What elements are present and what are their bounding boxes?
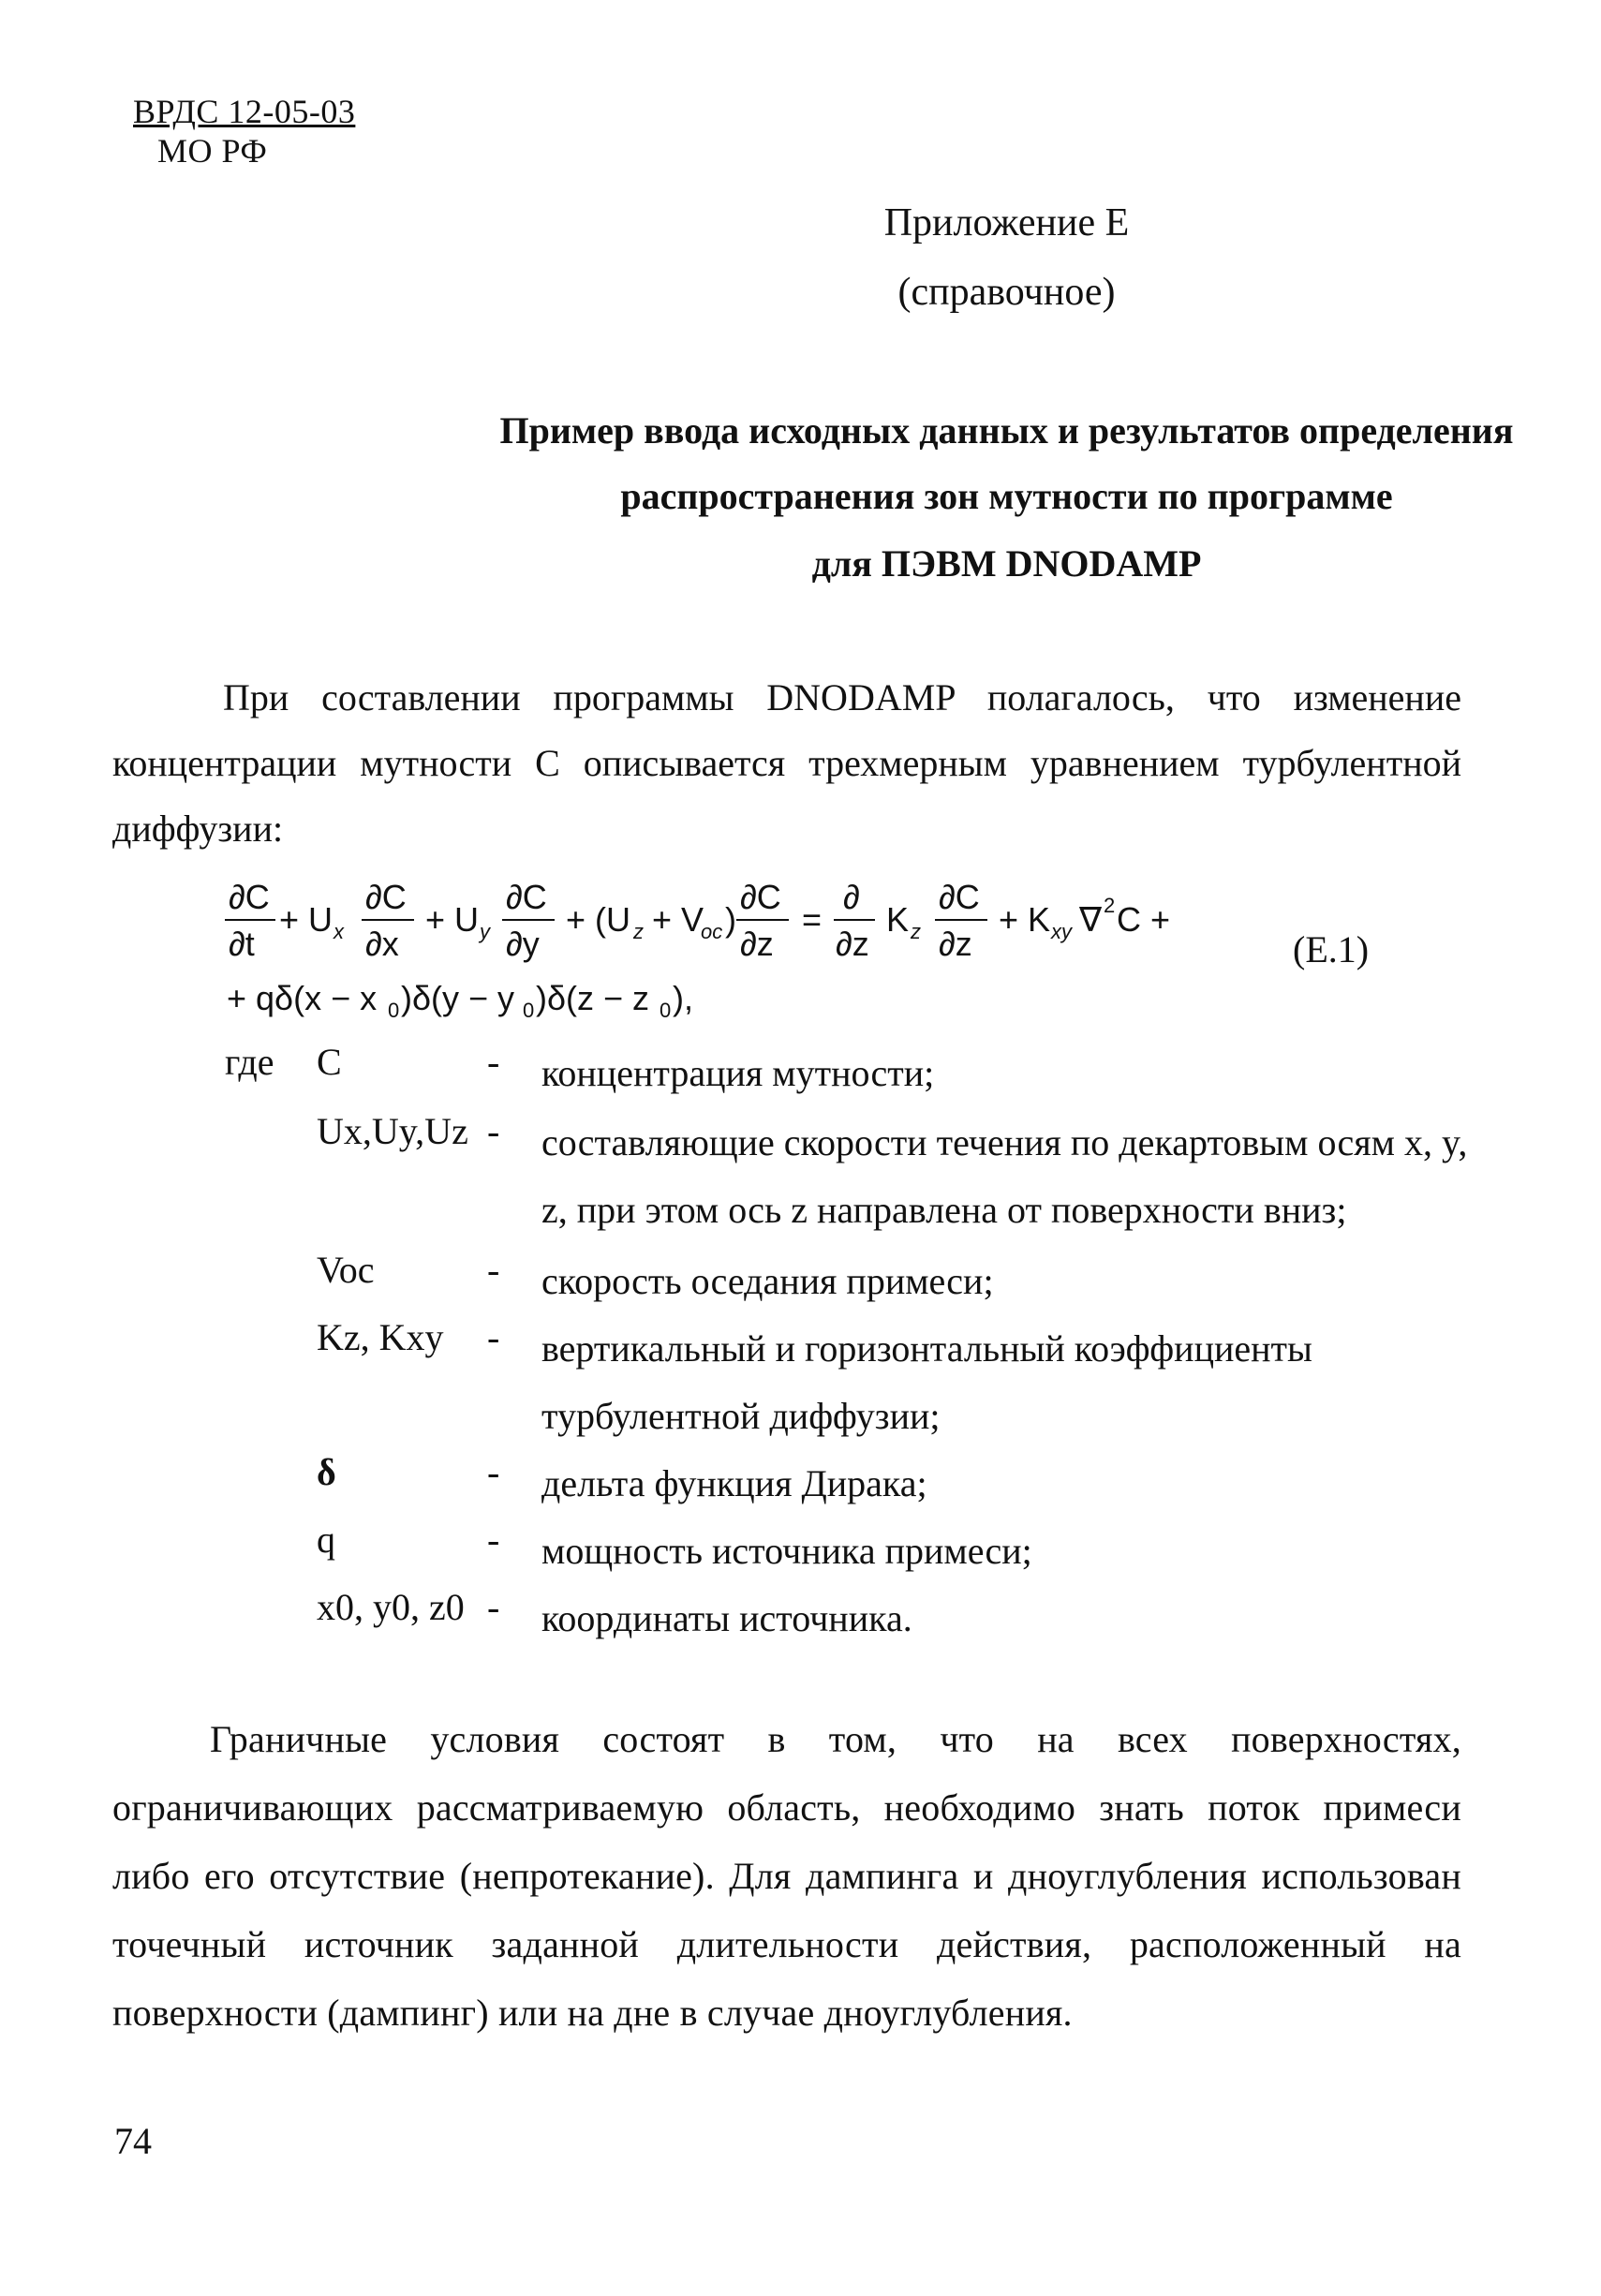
svg-text:∂C: ∂C [229, 878, 270, 916]
definition-dash: - [487, 1041, 500, 1083]
definition-row [225, 1109, 1480, 1231]
definition-row [225, 1585, 1480, 1651]
definition-text: концентрация мутности; [541, 1052, 935, 1094]
svg-text:+ U: + U [279, 900, 334, 939]
title-line-2: распространения зон мутности по программе [620, 475, 1393, 517]
definition-dash: - [487, 1249, 500, 1291]
svg-text:K: K [886, 900, 910, 939]
svg-text:),: ), [673, 979, 693, 1017]
diffusion-equation [223, 869, 1441, 1038]
svg-text:=: = [802, 900, 823, 939]
appendix-label: Приложение Е [883, 201, 1130, 244]
definition-text: составляющие скорости течения по декартовым осям x, y, z, при этом ось z направлена от поверхности вниз; [541, 1121, 1468, 1231]
definition-dash: - [487, 1316, 500, 1358]
svg-text:∂C: ∂C [740, 878, 781, 916]
svg-text:0: 0 [523, 999, 535, 1022]
definition-text: мощность источника примеси; [541, 1530, 1032, 1572]
definition-text: скорость оседания примеси; [541, 1260, 994, 1302]
svg-text:): ) [725, 900, 736, 939]
svg-text:∂x: ∂x [365, 925, 399, 963]
organization: МО РФ [157, 132, 268, 170]
definition-symbol: Voc [317, 1249, 375, 1291]
definition-dash: - [487, 1518, 500, 1561]
definition-symbol: Kz, Kxy [317, 1316, 444, 1358]
svg-text:0: 0 [388, 999, 400, 1022]
svg-text:)δ(y − y: )δ(y − y [401, 979, 515, 1017]
svg-text:∇: ∇ [1079, 900, 1103, 939]
svg-text:+ (U: + (U [566, 900, 631, 939]
appendix-type: (справочное) [897, 271, 1116, 314]
svg-text:∂z: ∂z [740, 925, 774, 963]
svg-text:∂C: ∂C [365, 878, 407, 916]
svg-text:∂y: ∂y [506, 925, 540, 963]
svg-text:)δ(z − z: )δ(z − z [536, 979, 650, 1017]
definition-row [225, 1450, 1480, 1516]
intro-paragraph: При составлении программы DNODAMP полагалось, что изменение концентрации мутности С описывается трехмерным уравнением турбулентной диффузии: [112, 676, 1461, 850]
svg-text:∂: ∂ [843, 878, 860, 916]
svg-text:oc: oc [701, 920, 723, 943]
definition-symbol: x0, y0, z0 [317, 1586, 465, 1628]
definition-dash: - [487, 1586, 500, 1628]
svg-text:C +: C + [1117, 900, 1171, 939]
page-number: 74 [114, 2120, 152, 2162]
definition-row [225, 1248, 1480, 1313]
definition-dash: - [487, 1110, 500, 1152]
equation-number: (E.1) [1293, 928, 1370, 970]
definition-dash: - [487, 1451, 500, 1493]
svg-text:2: 2 [1104, 894, 1116, 917]
title-line-3: для ПЭВМ DNODAMP [811, 542, 1202, 585]
svg-text:y: y [480, 920, 490, 943]
definition-text: координаты источника. [541, 1597, 912, 1639]
definition-row [225, 1315, 1480, 1437]
boundary-conditions-paragraph: Граничные условия состоят в том, что на всех поверхностях, ограничивающих рассматриваемую область, необходимо знать поток примеси либо его отсутствие (непротекание). Для дампинга и дноуглубления использован точечный источник заданной длительности действия, расположенный на поверхности (дампинг) или на дне в случае дноуглубления. [112, 1718, 1461, 2034]
svg-text:0: 0 [660, 999, 672, 1022]
svg-text:+ V: + V [652, 900, 704, 939]
document-code: ВРДС 12-05-03 [133, 93, 356, 130]
svg-text:∂C: ∂C [939, 878, 980, 916]
svg-text:x: x [334, 920, 344, 943]
svg-text:z: z [633, 920, 644, 943]
svg-text:∂z: ∂z [939, 925, 972, 963]
definition-symbol: C [317, 1041, 342, 1083]
definition-text: дельта функция Дирака; [541, 1462, 927, 1504]
definition-symbol: δ [317, 1451, 336, 1493]
svg-text:∂C: ∂C [506, 878, 547, 916]
svg-text:xy: xy [1051, 920, 1072, 943]
svg-text:z: z [911, 920, 921, 943]
svg-text:+ U: + U [425, 900, 480, 939]
definition-row [225, 1040, 1480, 1105]
definition-symbol: Ux,Uy,Uz [317, 1110, 468, 1152]
svg-text:∂t: ∂t [229, 925, 255, 963]
definition-symbol: q [317, 1518, 335, 1561]
title-line-1: Пример ввода исходных данных и результатов определения [499, 409, 1514, 452]
svg-text:∂z: ∂z [836, 925, 869, 963]
definition-text: вертикальный и горизонтальный коэффициенты турбулентной диффузии; [541, 1327, 1312, 1437]
where-label: где [225, 1041, 274, 1083]
svg-text:+ qδ(x − x: + qδ(x − x [227, 979, 378, 1017]
definition-row [225, 1518, 1480, 1583]
svg-text:+ K: + K [999, 900, 1051, 939]
